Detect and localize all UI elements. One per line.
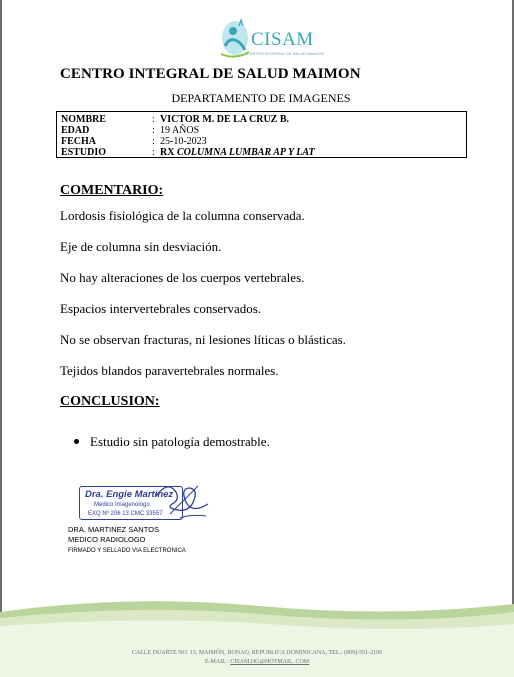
info-separator: :: [152, 147, 155, 158]
study-prefix: RX: [160, 147, 177, 158]
info-key: EDAD: [61, 125, 90, 136]
study-name: COLUMNA LUMBAR AP Y LAT: [176, 147, 315, 158]
info-value: [160, 147, 315, 158]
info-separator: :: [152, 125, 155, 136]
signer-name: DRA. MARTINEZ SANTOS: [68, 525, 159, 534]
footer-email-link[interactable]: CISAM.DG@HOTMAIL .COM: [230, 659, 310, 665]
logo-wordmark: CISAM: [251, 29, 314, 50]
stamp-exequatur: EXQ Nº 206 13 CMC 33557: [88, 511, 163, 517]
stamp-role: Medico Imagenologo: [94, 502, 150, 508]
logo-subtitle: CENTRO INTEGRAL DE SALUD MAIMON: [247, 51, 324, 56]
info-value: 19 AÑOS: [160, 125, 200, 136]
info-separator: :: [152, 114, 155, 125]
conclusion-heading: CONCLUSION:: [60, 394, 160, 409]
info-key: FECHA: [61, 136, 96, 147]
comentario-line: Tejidos blandos paravertebrales normales.: [60, 363, 279, 378]
comentario-line: No hay alteraciones de los cuerpos vertebrales.: [60, 270, 305, 285]
comentario-heading: COMENTARIO:: [60, 183, 164, 198]
comentario-line: No se observan fracturas, ni lesiones líticas o blásticas.: [60, 332, 346, 347]
comentario-line: Eje de columna sin desviación.: [60, 239, 222, 254]
info-value: 25-10-2023: [160, 136, 207, 147]
info-separator: :: [152, 136, 155, 147]
department-name: DEPARTAMENTO DE IMAGENES: [171, 91, 351, 105]
footer-email-label: E-MAIL :: [204, 659, 231, 665]
signer-title: MEDICO RADIOLOGO: [68, 535, 146, 544]
stamp-doctor-name: Dra. Engie Martinez: [85, 489, 174, 500]
info-key: ESTUDIO: [61, 147, 107, 158]
document-title: CENTRO INTEGRAL DE SALUD MAIMON: [60, 66, 361, 82]
patient-info-box: [56, 111, 467, 158]
cisam-logo: [215, 16, 325, 60]
comentario-line: Espacios intervertebrales conservados.: [60, 301, 262, 316]
info-key: NOMBRE: [61, 114, 106, 125]
electronic-signature-note: FIRMADO Y SELLADO VIA ELECTRONICA: [68, 548, 186, 554]
handwritten-signature-icon: [150, 474, 214, 524]
footer-email: [0, 659, 514, 665]
info-value: VICTOR M. DE LA CRUZ B.: [160, 114, 289, 125]
footer-address: CALLE DUARTE NO. 13, MAIMÓN, BONAO, REPUBLICA DOMINICANA, TEL.: (809)-551-2106: [131, 650, 383, 656]
conclusion-item-text: Estudio sin patología demostrable.: [90, 434, 270, 449]
bullet-icon: [74, 439, 79, 444]
comentario-line: Lordosis fisiológica de la columna conservada.: [60, 208, 305, 223]
